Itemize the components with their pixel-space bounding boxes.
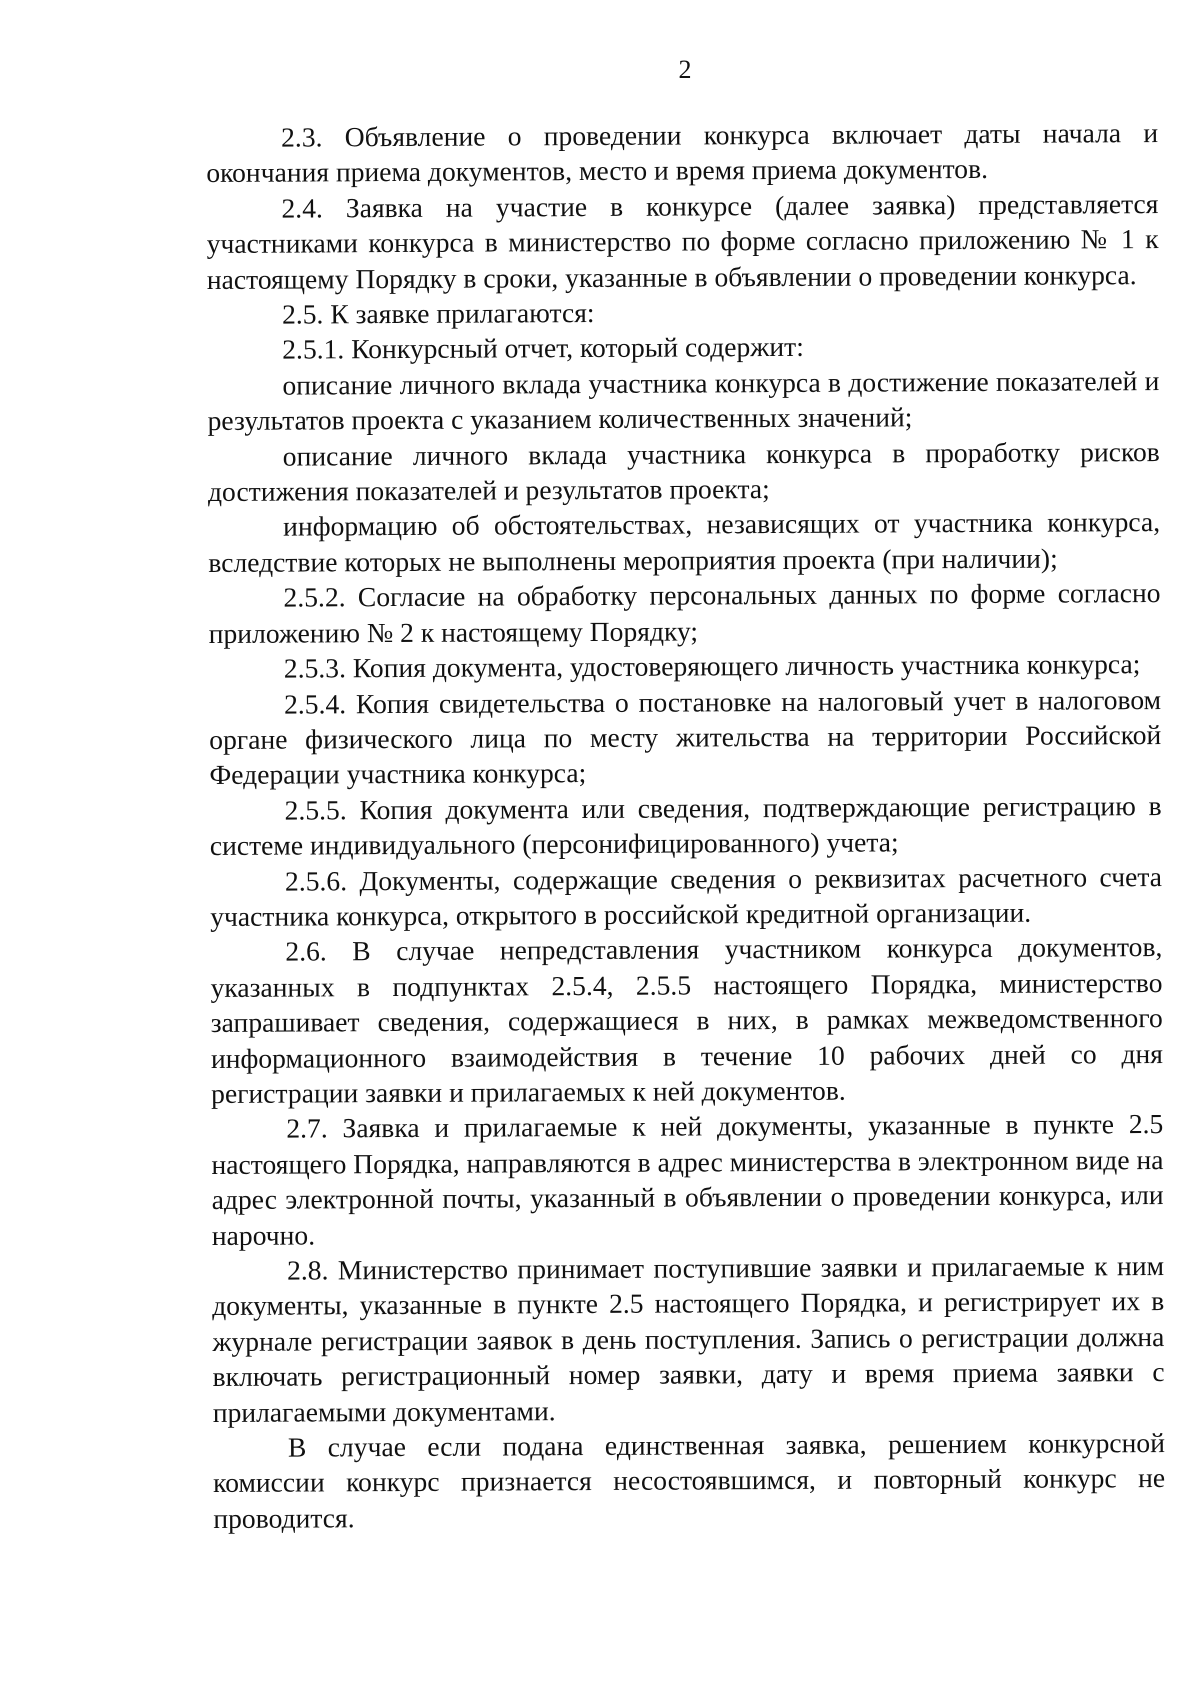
paragraph-2-5-5: 2.5.5. Копия документа или сведения, подтверждающие регистрацию в системе индивидуального (персонифицированного) учета; — [209, 789, 1162, 862]
paragraph-2-4: 2.4. Заявка на участие в конкурсе (далее заявка) представляется участниками конкурса в министерство по форме согласно приложению № 1 к настоящему Порядку в сроки, указанные в объявлении о проведении конкурса. — [206, 187, 1159, 295]
paragraph-2-5: 2.5. К заявке прилагаются: — [281, 296, 595, 330]
document-body — [206, 115, 1165, 1536]
paragraph-2-5-2: 2.5.2. Согласие на обработку персональных данных по форме согласно приложению № 2 к настоящему Порядку; — [208, 577, 1161, 649]
page-number: 2 — [678, 55, 692, 84]
paragraph-single-application: В случае если подана единственная заявка, решением конкурсной комиссии конкурс признается несостоявшимся, и повторный конкурс не проводится. — [213, 1427, 1166, 1534]
paragraph-2-8: 2.8. Министерство принимает поступившие заявки и прилагаемые к ним документы, указанные в пункте 2.5 настоящего Порядка, и регистрирует их в журнале регистрации заявок в день поступления. Запись о регистрации должна включать регистрационный номер заявки, дату и время приема заявки с прилагаемыми документами. — [212, 1249, 1165, 1428]
paragraph-2-7: 2.7. Заявка и прилагаемые к ней документы, указанные в пункте 2.5 настоящего Порядка, направляются в адрес министерства в электронном виде на адрес электронной почты, указанный в объявлении о проведении конкурса, или нарочно. — [211, 1108, 1164, 1251]
paragraph-2-5-1-item-3: информацию об обстоятельствах, независящих от участника конкурса, вследствие которых не выполнены мероприятия проекта (при наличии); — [208, 506, 1161, 578]
paragraph-2-5-1-item-1: описание личного вклада участника конкурса в достижение показателей и результатов проекта с указанием количественных значений; — [207, 364, 1160, 437]
paragraph-2-5-4: 2.5.4. Копия свидетельства о постановке на налоговый учет в налоговом органе физического лица по месту жительства на территории Российской Федерации участника конкурса; — [209, 683, 1162, 791]
paragraph-2-5-1: 2.5.1. Конкурсный отчет, который содержит: — [282, 331, 804, 366]
paragraph-2-5-6: 2.5.6. Документы, содержащие сведения о реквизитах расчетного счета участника конкурса, открытого в российской кредитной организации. — [210, 860, 1163, 932]
paragraph-2-5-3: 2.5.3. Копия документа, удостоверяющего личность участника конкурса; — [283, 648, 1141, 684]
paragraph-2-6: 2.6. В случае непредставления участником конкурса документов, указанных в подпунктах 2.5.4, 2.5.5 настоящего Порядка, министерство запрашивает сведения, содержащиеся в них, в рамках межведомственного информационного взаимодействия в течение 10 рабочих дней со дня регистрации заявки и прилагаемых к ней документов. — [210, 931, 1163, 1109]
paragraph-2-5-1-item-2: описание личного вклада участника конкурса в проработку рисков достижения показателей и результатов проекта; — [207, 435, 1160, 508]
paragraph-2-3: 2.3. Объявление о проведении конкурса включает даты начала и окончания приема документов, место и время приема документов. — [206, 117, 1159, 189]
